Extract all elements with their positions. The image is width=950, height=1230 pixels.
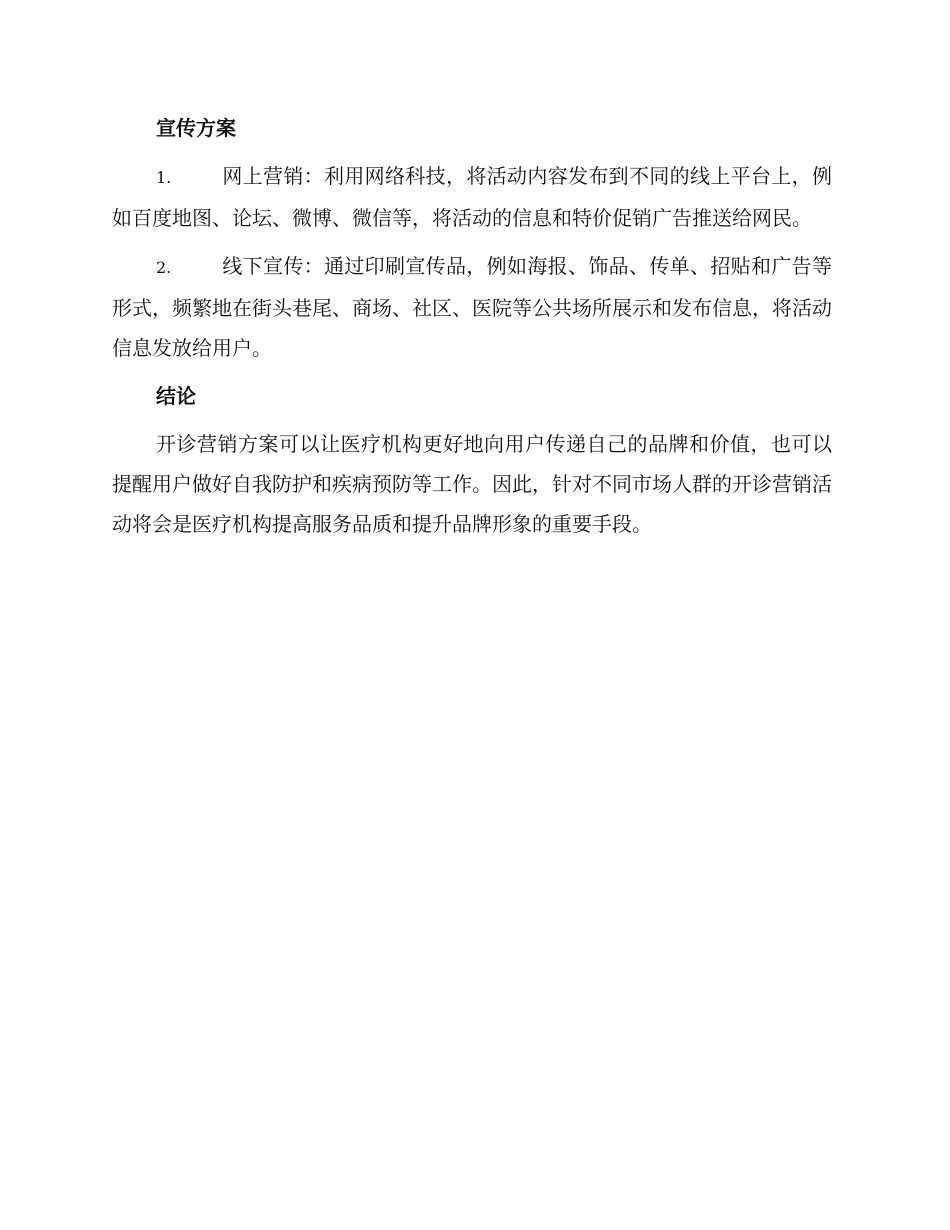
list-item-text: 线下宣传：通过印刷宣传品，例如海报、饰品、传单、招贴和广告等形式，频繁地在街头巷尾、商场、社区、医院等公共场所展示和发布信息，将活动信息发放给用户。 <box>112 254 832 360</box>
list-number: 1. <box>156 168 172 187</box>
section-heading-promotion: 宣传方案 <box>156 116 236 140</box>
document-body <box>112 108 832 552</box>
list-item-text: 网上营销：利用网络科技，将活动内容发布到不同的线上平台上，例如百度地图、论坛、微博、微信等，将活动的信息和特价促销广告推送给网民。 <box>112 164 832 230</box>
section-heading-conclusion: 结论 <box>156 384 196 408</box>
list-number: 2. <box>156 258 172 277</box>
list-item-online-marketing <box>112 156 832 238</box>
list-item-offline-promotion <box>112 246 832 368</box>
conclusion-paragraph: 开诊营销方案可以让医疗机构更好地向用户传递自己的品牌和价值，也可以提醒用户做好自我防护和疾病预防等工作。因此，针对不同市场人群的开诊营销活动将会是医疗机构提高服务品质和提升品牌形象的重要手段。 <box>112 432 832 536</box>
